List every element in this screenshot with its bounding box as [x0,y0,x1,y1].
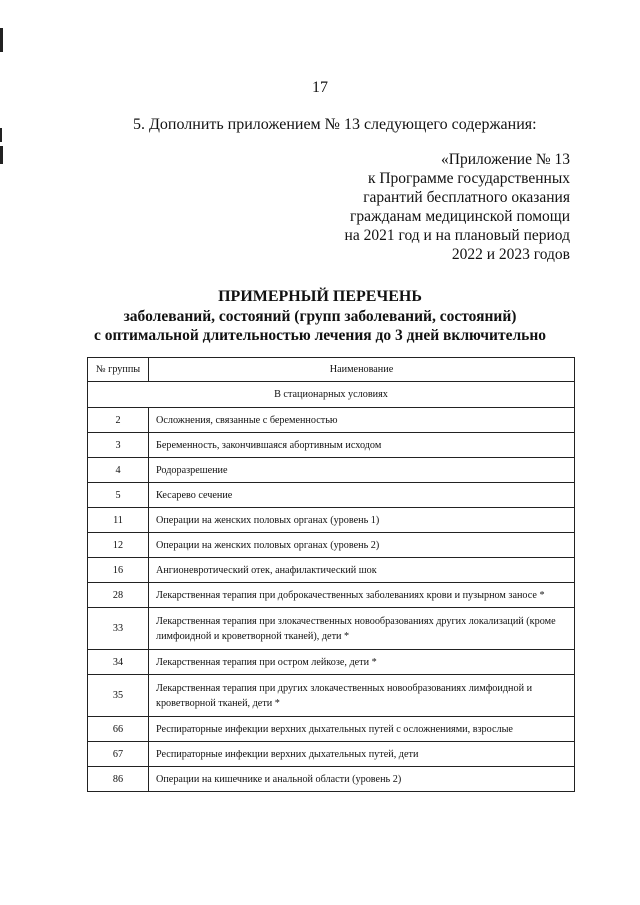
group-number: 28 [88,583,149,608]
table-row [88,608,575,650]
group-name: Лекарственная терапия при злокачественных новообразованиях других локализаций (кроме лимфоидной и кроветворной тканей), дети * [149,608,575,650]
group-number: 16 [88,558,149,583]
table-row [88,408,575,433]
group-name: Беременность, закончившаяся абортивным исходом [149,433,575,458]
group-number: 3 [88,433,149,458]
annex-line: гарантий бесплатного оказания [363,189,570,206]
group-number: 86 [88,767,149,792]
table-row [88,767,575,792]
annex-line: «Приложение № 13 [441,151,570,168]
group-name: Родоразрешение [149,458,575,483]
group-number: 11 [88,508,149,533]
group-name: Ангионевротический отек, анафилактический шок [149,558,575,583]
table-row [88,483,575,508]
scan-mark [0,28,3,52]
group-name: Операции на женских половых органах (уровень 2) [149,533,575,558]
table-row [88,458,575,483]
header-group-number: № группы [88,358,149,382]
table-row [88,650,575,675]
table-row [88,675,575,717]
group-name: Респираторные инфекции верхних дыхательных путей с осложнениями, взрослые [149,717,575,742]
document-subtitle-line: с оптимальной длительностью лечения до 3 дней включительно [93,327,547,344]
scan-mark [0,128,2,142]
table-row [88,508,575,533]
group-name: Лекарственная терапия при других злокачественных новообразованиях лимфоидной и кроветворной тканей, дети * [149,675,575,717]
group-name: Лекарственная терапия при остром лейкозе, дети * [149,650,575,675]
group-number: 66 [88,717,149,742]
document-title-block [0,287,640,345]
table-row [88,742,575,767]
scan-mark [0,146,3,164]
table-row [88,433,575,458]
annex-line: к Программе государственных [367,170,570,187]
group-number: 67 [88,742,149,767]
group-number: 12 [88,533,149,558]
intro-text: 5. Дополнить приложением № 13 следующего содержания: [133,116,537,133]
group-number: 2 [88,408,149,433]
group-number: 35 [88,675,149,717]
group-number: 34 [88,650,149,675]
header-name: Наименование [149,358,575,382]
page-number: 17 [312,79,328,96]
table-row [88,583,575,608]
table-row [88,558,575,583]
table-row [88,533,575,558]
group-name: Лекарственная терапия при доброкачественных заболеваниях крови и пузырном заносе * [149,583,575,608]
disease-group-table [87,357,575,792]
group-name: Операции на кишечнике и анальной области (уровень 2) [149,767,575,792]
section-title: В стационарных условиях [88,382,575,408]
table-header-row [88,358,575,382]
group-name: Осложнения, связанные с беременностью [149,408,575,433]
group-number: 33 [88,608,149,650]
annex-line: на 2021 год и на плановый период [344,227,570,244]
document-subtitle-line: заболеваний, состояний (групп заболеваний, состояний) [123,308,517,325]
annex-heading [300,150,570,264]
table-section-row [88,382,575,408]
group-name: Респираторные инфекции верхних дыхательных путей, дети [149,742,575,767]
annex-line: гражданам медицинской помощи [350,208,570,225]
annex-line: 2022 и 2023 годов [451,246,570,263]
table-row [88,717,575,742]
group-number: 4 [88,458,149,483]
group-name: Кесарево сечение [149,483,575,508]
group-name: Операции на женских половых органах (уровень 1) [149,508,575,533]
document-title: ПРИМЕРНЫЙ ПЕРЕЧЕНЬ [218,288,422,305]
group-number: 5 [88,483,149,508]
